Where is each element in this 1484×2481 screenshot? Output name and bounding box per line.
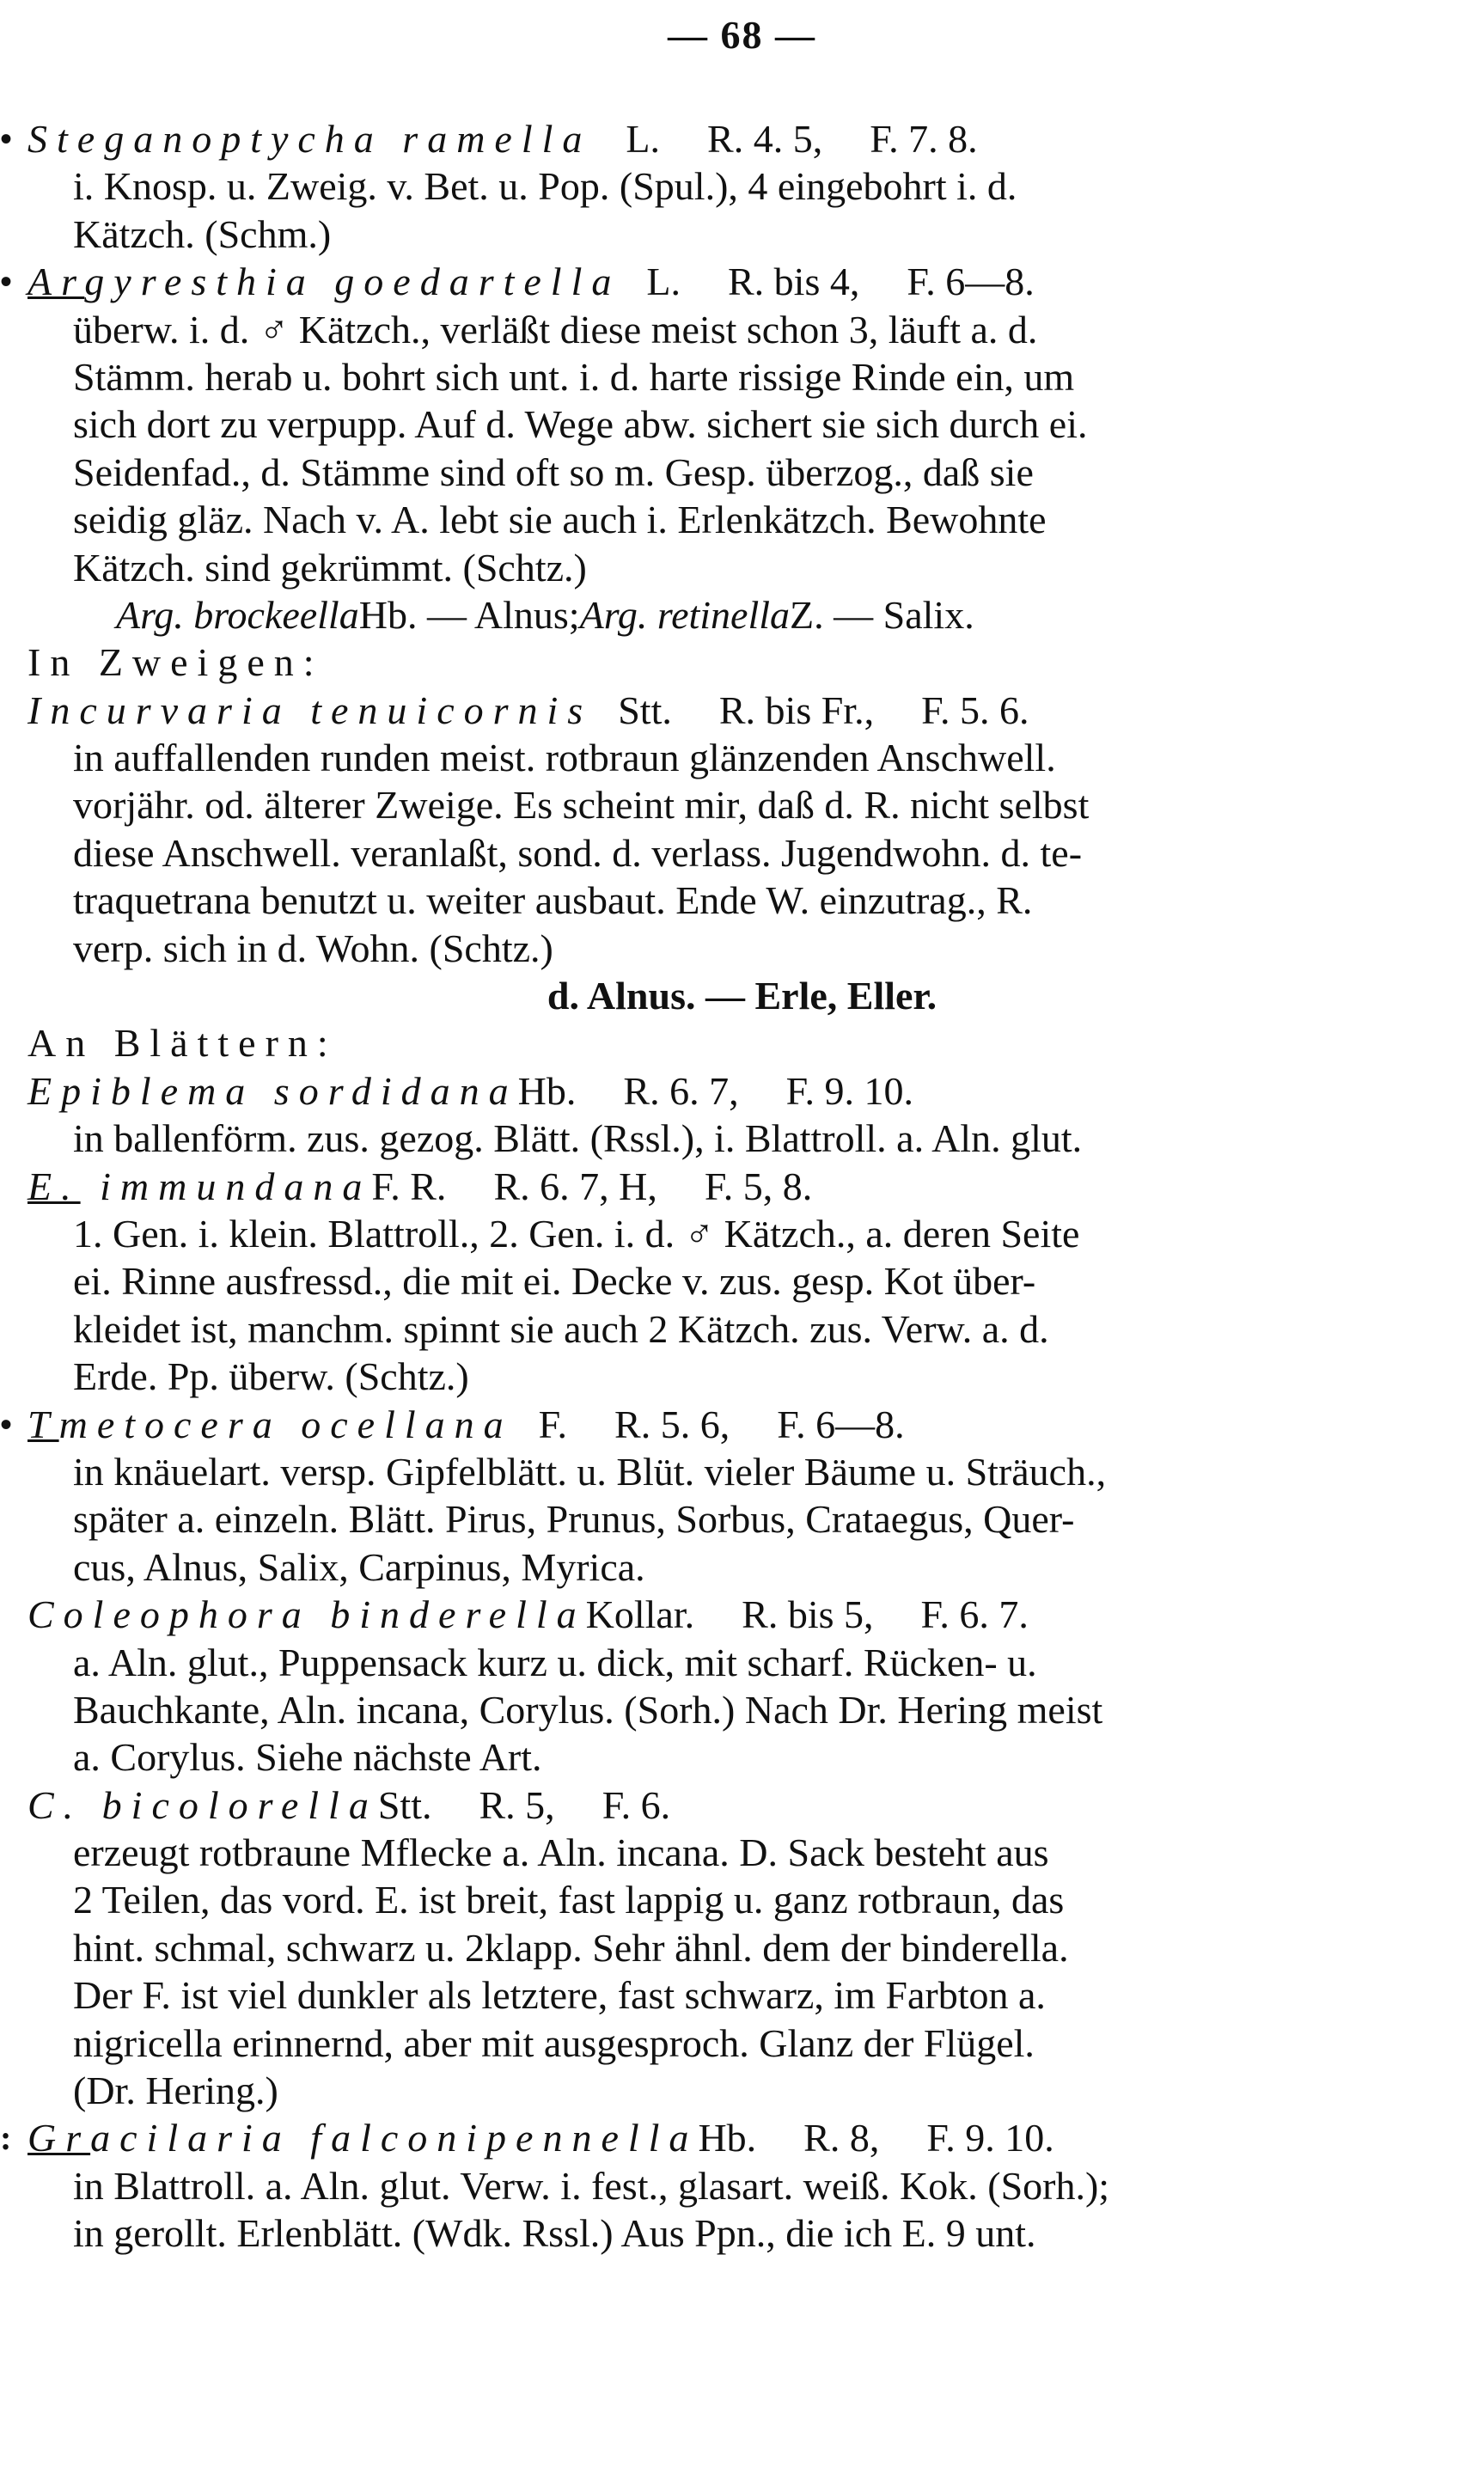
text-segment: L.: [646, 260, 681, 304]
line-content: [0, 972, 1484, 1019]
text-segment: ei. Rinne ausfressd., die mit ei. Decke v. zus. gesp. Kot über-: [73, 1259, 1036, 1304]
text-line: [0, 1591, 1484, 1638]
line-content: [73, 2067, 278, 2114]
text-segment: F. 7. 8.: [870, 117, 978, 161]
species-name: Argyresthia goedartella: [27, 260, 621, 304]
text-segment: in Blattroll. a. Aln. glut. Verw. i. fest., glasart. weiß. Kok. (Sorh.);: [73, 2163, 1110, 2208]
margin-mark: :: [0, 2118, 12, 2158]
line-content: [27, 687, 1029, 734]
text-line: [0, 591, 1484, 639]
text-segment: seidig gläz. Nach v. A. lebt sie auch i. Erlenkätzch. Bewohnte: [73, 498, 1047, 542]
text-segment: 1. Gen. i. klein. Blattroll., 2. Gen. i. d. ♂ Kätzch., a. deren Seite: [73, 1211, 1080, 1256]
text-segment: Der F. ist viel dunkler als letztere, fast schwarz, im Farbton a.: [73, 1973, 1046, 2018]
text-segment: hint. schmal, schwarz u. 2klapp. Sehr ähnl. dem der binderella.: [73, 1925, 1069, 1970]
text-segment: Kätzch. sind gekrümmt. (Schtz.): [73, 545, 587, 590]
text-segment: R. bis 5,: [742, 1592, 874, 1637]
text-line: [0, 1495, 1484, 1543]
text-segment: i. Knosp. u. Zweig. v. Bet. u. Pop. (Spul.), 4 eingebohrt i. d.: [73, 164, 1017, 209]
text-segment: F. 6.: [602, 1782, 671, 1827]
line-content: [27, 1781, 670, 1829]
line-content: [73, 306, 1037, 353]
text-line: [0, 1639, 1484, 1686]
line-content: [73, 449, 1034, 496]
text-line: [0, 1829, 1484, 1876]
text-segment: An Blättern:: [27, 1021, 338, 1066]
line-content: [73, 2162, 1109, 2209]
text-line: [0, 1876, 1484, 1923]
text-line: [0, 544, 1484, 591]
line-content: [73, 1971, 1046, 2019]
text-segment: in ballenförm. zus. gezog. Blätt. (Rssl.), i. Blattroll. a. Aln. glut.: [73, 1116, 1083, 1161]
text-line: [0, 2209, 1484, 2257]
text-segment: Bauchkante, Aln. incana, Corylus. (Sorh.) Nach Dr. Hering meist: [73, 1687, 1103, 1732]
line-content: [73, 829, 1082, 877]
line-content: [73, 400, 1087, 448]
line-content: [27, 639, 324, 686]
text-line: [0, 1971, 1484, 2019]
text-line: [0, 306, 1484, 353]
text-segment: diese Anschwell. veranlaßt, sond. d. verlass. Jugendwohn. d. te-: [73, 830, 1083, 875]
text-segment: in auffallenden runden meist. rotbraun glänzenden Anschwell.: [73, 736, 1056, 780]
text-segment: Stämm. herab u. bohrt sich unt. i. d. harte rissige Rinde ein, um: [73, 354, 1075, 399]
line-content: [73, 1639, 1037, 1686]
text-segment: F. 5, 8.: [704, 1164, 813, 1208]
text-segment: Hb.: [698, 2116, 757, 2160]
line-content: [73, 1353, 469, 1400]
text-line: [0, 687, 1484, 734]
text-line: [0, 1163, 1484, 1210]
text-line: [0, 1353, 1484, 1400]
line-content: [27, 1019, 338, 1066]
species-name: Arg. brockeella: [116, 592, 359, 637]
text-segment: In Zweigen:: [27, 640, 324, 685]
text-line: [0, 1067, 1484, 1115]
species-name: Incurvaria tenuicornis: [27, 687, 593, 732]
text-line: [0, 1924, 1484, 1971]
text-segment: nigricella erinnernd, aber mit ausgesproch. Glanz der Flügel.: [73, 2020, 1035, 2065]
margin-mark: •: [0, 262, 13, 302]
text-line: [0, 2114, 1484, 2161]
text-segment: F. 9. 10.: [926, 2116, 1054, 2160]
text-line: [0, 877, 1484, 924]
text-segment: a. Aln. glut., Puppensack kurz u. dick, mit scharf. Rücken- u.: [73, 1640, 1037, 1684]
text-line: [0, 162, 1484, 210]
line-content: [73, 544, 587, 591]
text-line: [0, 2162, 1484, 2209]
text-line: [0, 115, 1484, 162]
line-content: [73, 1924, 1069, 1971]
text-line: [0, 639, 1484, 686]
text-segment: Seidenfad., d. Stämme sind oft so m. Gesp. überzog., daß sie: [73, 449, 1034, 494]
text-segment: a. Corylus. Siehe nächste Art.: [73, 1735, 542, 1780]
text-segment: F. 6—8.: [907, 260, 1035, 304]
text-segment: R. bis Fr.,: [718, 687, 875, 732]
text-line: [0, 1543, 1484, 1591]
text-segment: Erde. Pp. überw. (Schtz.): [73, 1354, 469, 1399]
text-line: [0, 829, 1484, 877]
text-segment: R. 5. 6,: [614, 1402, 730, 1446]
text-segment: in gerollt. Erlenblätt. (Wdk. Rssl.) Aus Ppn., die ich E. 9 unt.: [73, 2211, 1036, 2256]
text-line: [0, 400, 1484, 448]
text-segment: Hb.: [517, 1068, 577, 1113]
text-line: [0, 1210, 1484, 1257]
line-content: [73, 1495, 1074, 1543]
line-content: [73, 353, 1074, 400]
line-content: [73, 1686, 1102, 1733]
text-segment: R. 6. 7, H,: [493, 1164, 657, 1208]
text-segment: Stt.: [377, 1782, 432, 1827]
text-segment: überw. i. d. ♂ Kätzch., verläßt diese meist schon 3, läuft a. d.: [73, 307, 1038, 351]
text-segment: R. 4. 5,: [707, 117, 823, 161]
text-segment: 2 Teilen, das vord. E. ist breit, fast lappig u. ganz rotbraun, das: [73, 1878, 1065, 1922]
margin-mark: •: [0, 1404, 13, 1444]
text-segment: Z. — Salix.: [790, 592, 974, 637]
text-segment: Kollar.: [585, 1592, 695, 1637]
species-name: Epiblema sordidana: [27, 1068, 518, 1113]
text-line: [0, 353, 1484, 400]
text-line: [0, 1686, 1484, 1733]
line-content: [27, 2114, 1054, 2161]
text-segment: in knäuelart. versp. Gipfelblätt. u. Blüt. vieler Bäume u. Sträuch.,: [73, 1449, 1107, 1494]
text-segment: R. bis 4,: [727, 260, 860, 304]
species-name: Steganoptycha ramella: [27, 117, 592, 161]
text-segment: d. Alnus. — Erle, Eller.: [547, 974, 937, 1018]
line-content: [73, 925, 553, 972]
text-segment: Hb. — Alnus;: [358, 592, 580, 637]
text-segment: Stt.: [618, 687, 672, 732]
text-line: [0, 1115, 1484, 1162]
line-content: [27, 1163, 812, 1210]
text-segment: cus, Alnus, Salix, Carpinus, Myrica.: [73, 1544, 645, 1589]
text-line: [0, 258, 1484, 305]
line-content: [73, 1543, 645, 1591]
text-segment: F. 9. 10.: [785, 1068, 913, 1113]
text-line: [0, 1448, 1484, 1495]
text-line: [0, 1733, 1484, 1781]
text-line: [0, 1781, 1484, 1829]
text-segment: F. 5. 6.: [921, 687, 1029, 732]
text-line: [0, 1257, 1484, 1305]
line-content: [73, 877, 1032, 924]
species-name: Coleophora binderella: [27, 1592, 586, 1637]
text-segment: sich dort zu verpupp. Auf d. Wege abw. sichert sie sich durch ei.: [73, 402, 1088, 447]
line-content: [73, 781, 1089, 828]
line-content: [73, 2020, 1035, 2067]
line-content: [27, 115, 978, 162]
text-line: [0, 734, 1484, 781]
line-content: [73, 1257, 1035, 1305]
species-name: Arg. retinella: [579, 592, 791, 637]
text-segment: F.: [538, 1402, 568, 1446]
text-segment: L.: [626, 117, 661, 161]
text-body: [0, 115, 1484, 2258]
text-segment: erzeugt rotbraune Mflecke a. Aln. incana. D. Sack besteht aus: [73, 1830, 1049, 1875]
text-line: [0, 211, 1484, 258]
species-name: Gracilaria falconipennella: [27, 2116, 699, 2160]
text-segment: (Dr. Hering.): [73, 2069, 278, 2113]
text-segment: F. R.: [371, 1164, 447, 1208]
line-content: [116, 591, 974, 639]
text-segment: später a. einzeln. Blätt. Pirus, Prunus, Sorbus, Crataegus, Quer-: [73, 1497, 1075, 1542]
line-content: [27, 258, 1035, 305]
text-segment: vorjähr. od. älterer Zweige. Es scheint mir, daß d. R. nicht selbst: [73, 783, 1090, 828]
text-line: [0, 2067, 1484, 2114]
line-content: [73, 211, 331, 258]
text-segment: traquetrana benutzt u. weiter ausbaut. Ende W. einzutrag., R.: [73, 878, 1033, 923]
text-line: [0, 1401, 1484, 1448]
text-segment: F. 6—8.: [777, 1402, 905, 1446]
text-segment: R. 5,: [479, 1782, 555, 1827]
line-content: [27, 1067, 913, 1115]
text-line: [0, 496, 1484, 543]
line-content: [73, 1876, 1064, 1923]
text-line: [0, 781, 1484, 828]
line-content: [27, 1591, 1029, 1638]
species-name: C. bicolorella: [27, 1782, 378, 1827]
line-content: [73, 2209, 1036, 2257]
text-line: [0, 972, 1484, 1019]
page-number: — 68 —: [668, 13, 816, 57]
margin-mark: •: [0, 119, 13, 158]
line-content: [73, 734, 1056, 781]
text-segment: R. 6. 7,: [623, 1068, 739, 1113]
text-line: [0, 449, 1484, 496]
text-line: [0, 1305, 1484, 1353]
line-content: [73, 496, 1047, 543]
line-content: [73, 162, 1017, 210]
line-content: [73, 1305, 1049, 1353]
line-content: [73, 1829, 1049, 1876]
text-segment: kleidet ist, manchm. spinnt sie auch 2 Kätzch. zus. Verw. a. d.: [73, 1306, 1049, 1351]
text-line: [0, 925, 1484, 972]
line-content: [73, 1210, 1079, 1257]
line-content: [73, 1733, 542, 1781]
text-line: [0, 1019, 1484, 1066]
species-name: Tmetocera ocellana: [27, 1402, 513, 1446]
text-segment: Kätzch. (Schm.): [73, 211, 332, 256]
line-content: [73, 1115, 1082, 1162]
text-line: [0, 2020, 1484, 2067]
text-segment: verp. sich in d. Wohn. (Schtz.): [73, 926, 553, 970]
species-name: E. immundana: [27, 1164, 372, 1208]
text-segment: R. 8,: [803, 2116, 880, 2160]
line-content: [27, 1401, 905, 1448]
text-segment: F. 6. 7.: [920, 1592, 1029, 1637]
line-content: [73, 1448, 1106, 1495]
